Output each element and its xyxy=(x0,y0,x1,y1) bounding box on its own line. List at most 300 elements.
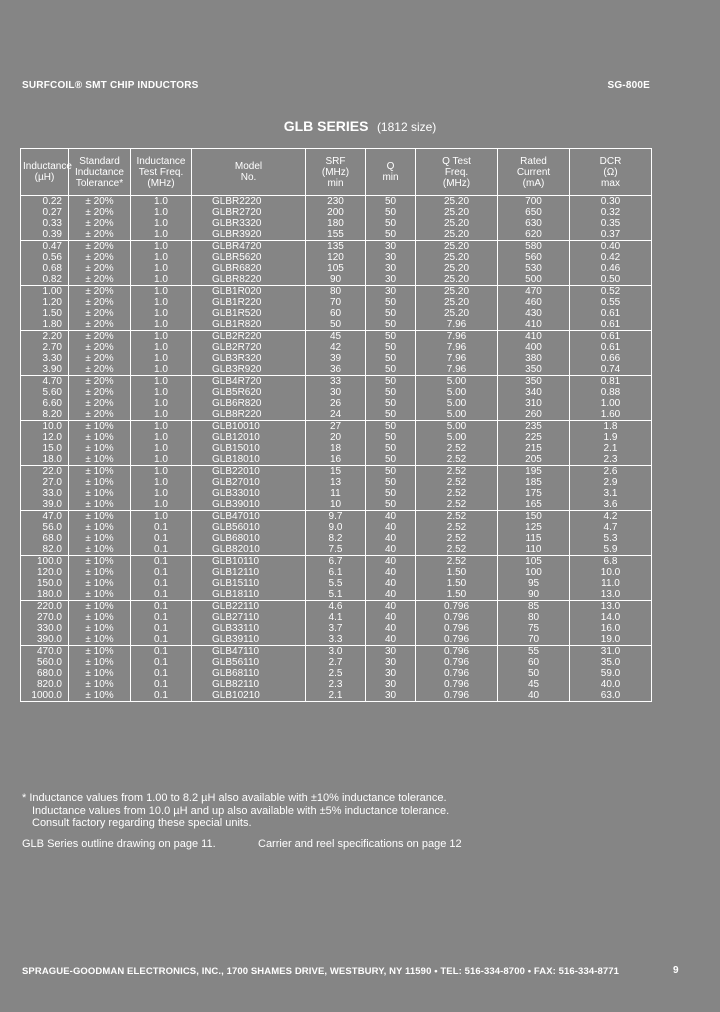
table-cell: 0.1 xyxy=(131,612,192,623)
table-cell: 35.0 xyxy=(570,657,652,668)
table-cell: 350 xyxy=(498,364,570,376)
table-cell: GLB18010 xyxy=(192,454,306,466)
table-cell: ± 10% xyxy=(69,499,131,511)
table-row xyxy=(21,218,652,229)
table-cell: 22.0 xyxy=(21,466,69,478)
table-cell: 45 xyxy=(306,331,366,343)
table-cell: 6.7 xyxy=(306,556,366,568)
table-cell: 1.20 xyxy=(21,297,69,308)
table-cell: 0.1 xyxy=(131,601,192,613)
table-row xyxy=(21,331,652,343)
column-header-line: SRF xyxy=(325,155,346,167)
column-header xyxy=(306,149,366,196)
table-cell: 0.74 xyxy=(570,364,652,376)
column-header-line: (MHz) xyxy=(147,177,175,189)
table-cell: 4.6 xyxy=(306,601,366,613)
column-header xyxy=(131,149,192,196)
column-header-line: max xyxy=(601,177,620,189)
table-cell: 2.3 xyxy=(570,454,652,466)
table-cell: ± 10% xyxy=(69,522,131,533)
table-cell: 50 xyxy=(366,196,416,208)
table-cell: 3.90 xyxy=(21,364,69,376)
table-cell: 33 xyxy=(306,376,366,388)
table-cell: 235 xyxy=(498,421,570,433)
table-cell: 40 xyxy=(366,601,416,613)
table-cell: ± 10% xyxy=(69,432,131,443)
column-header xyxy=(366,149,416,196)
table-cell: 11.0 xyxy=(570,578,652,589)
table-cell: 310 xyxy=(498,398,570,409)
table-cell: GLB12110 xyxy=(192,567,306,578)
column-header-line: Tolerance* xyxy=(75,177,124,189)
table-cell: ± 10% xyxy=(69,623,131,634)
table-cell: 50 xyxy=(498,668,570,679)
table-cell: 50 xyxy=(366,443,416,454)
table-cell: 50 xyxy=(366,421,416,433)
table-row xyxy=(21,274,652,286)
table-row xyxy=(21,657,652,668)
table-cell: 0.33 xyxy=(21,218,69,229)
table-cell: 2.20 xyxy=(21,331,69,343)
table-cell: 2.52 xyxy=(416,466,498,478)
table-cell: ± 20% xyxy=(69,353,131,364)
table-cell: ± 10% xyxy=(69,601,131,613)
table-cell: 50 xyxy=(366,477,416,488)
table-cell: ± 20% xyxy=(69,196,131,208)
table-cell: 3.7 xyxy=(306,623,366,634)
table-row xyxy=(21,690,652,702)
table-cell: 9.7 xyxy=(306,511,366,523)
table-cell: 0.1 xyxy=(131,544,192,556)
table-cell: 5.5 xyxy=(306,578,366,589)
table-cell: 30 xyxy=(366,679,416,690)
table-cell: 25.20 xyxy=(416,263,498,274)
table-cell: 20 xyxy=(306,432,366,443)
table-cell: 60 xyxy=(306,308,366,319)
table-cell: ± 20% xyxy=(69,207,131,218)
table-cell: 1.0 xyxy=(131,409,192,421)
table-cell: 40.0 xyxy=(570,679,652,690)
table-cell: 0.1 xyxy=(131,634,192,646)
table-cell: ± 20% xyxy=(69,308,131,319)
table-cell: ± 20% xyxy=(69,218,131,229)
table-cell: 50 xyxy=(366,466,416,478)
table-cell: 30 xyxy=(366,252,416,263)
table-cell: 3.0 xyxy=(306,646,366,658)
table-cell: 0.37 xyxy=(570,229,652,241)
table-cell: GLB10110 xyxy=(192,556,306,568)
table-cell: 30 xyxy=(366,657,416,668)
table-cell: 25.20 xyxy=(416,308,498,319)
table-cell: 5.00 xyxy=(416,376,498,388)
table-cell: 560 xyxy=(498,252,570,263)
table-cell: 24 xyxy=(306,409,366,421)
table-cell: ± 10% xyxy=(69,690,131,702)
table-cell: ± 10% xyxy=(69,679,131,690)
table-row xyxy=(21,612,652,623)
table-cell: ± 10% xyxy=(69,544,131,556)
table-cell: 0.81 xyxy=(570,376,652,388)
table-cell: 40 xyxy=(366,623,416,634)
table-cell: 9.0 xyxy=(306,522,366,533)
table-cell: GLB56110 xyxy=(192,657,306,668)
table-cell: 42 xyxy=(306,342,366,353)
table-cell: 8.2 xyxy=(306,533,366,544)
table-row xyxy=(21,263,652,274)
table-cell: 3.30 xyxy=(21,353,69,364)
table-cell: 50 xyxy=(366,398,416,409)
table-cell: 50 xyxy=(366,387,416,398)
table-cell: 0.27 xyxy=(21,207,69,218)
column-header-line: Q Test xyxy=(442,155,471,167)
table-cell: 30 xyxy=(366,241,416,253)
column-header xyxy=(192,149,306,196)
column-header xyxy=(416,149,498,196)
table-cell: 105 xyxy=(306,263,366,274)
table-cell: 1.0 xyxy=(131,286,192,298)
table-cell: 3.1 xyxy=(570,488,652,499)
table-cell: 50 xyxy=(366,499,416,511)
table-cell: 1.00 xyxy=(21,286,69,298)
table-cell: 630 xyxy=(498,218,570,229)
series-title xyxy=(0,118,720,136)
table-cell: 36 xyxy=(306,364,366,376)
table-cell: 3.6 xyxy=(570,499,652,511)
table-cell: ± 20% xyxy=(69,274,131,286)
table-cell: 180 xyxy=(306,218,366,229)
column-header-line: min xyxy=(382,172,399,183)
table-cell: 4.7 xyxy=(570,522,652,533)
table-cell: 150.0 xyxy=(21,578,69,589)
table-cell: 0.56 xyxy=(21,252,69,263)
table-cell: 1.00 xyxy=(570,398,652,409)
table-cell: 1.0 xyxy=(131,196,192,208)
table-cell: 580 xyxy=(498,241,570,253)
table-cell: 75 xyxy=(498,623,570,634)
table-cell: ± 10% xyxy=(69,668,131,679)
table-cell: GLBR4720 xyxy=(192,241,306,253)
table-cell: 820.0 xyxy=(21,679,69,690)
table-cell: 80 xyxy=(498,612,570,623)
table-cell: 1000.0 xyxy=(21,690,69,702)
table-cell: GLB8R220 xyxy=(192,409,306,421)
table-cell: 59.0 xyxy=(570,668,652,679)
table-cell: 110 xyxy=(498,544,570,556)
table-cell: GLB22110 xyxy=(192,601,306,613)
table-cell: GLB1R020 xyxy=(192,286,306,298)
table-cell: ± 10% xyxy=(69,421,131,433)
table-cell: 0.66 xyxy=(570,353,652,364)
table-cell: 380 xyxy=(498,353,570,364)
table-cell: ± 20% xyxy=(69,252,131,263)
table-cell: 18.0 xyxy=(21,454,69,466)
table-cell: 1.0 xyxy=(131,488,192,499)
table-cell: 50 xyxy=(366,454,416,466)
table-cell: 6.60 xyxy=(21,398,69,409)
table-cell: 26 xyxy=(306,398,366,409)
table-cell: 0.30 xyxy=(570,196,652,208)
table-cell: ± 10% xyxy=(69,556,131,568)
table-cell: ± 10% xyxy=(69,454,131,466)
table-row xyxy=(21,297,652,308)
table-cell: GLB3R320 xyxy=(192,353,306,364)
table-cell: 6.8 xyxy=(570,556,652,568)
table-cell: 0.1 xyxy=(131,668,192,679)
table-cell: 0.61 xyxy=(570,319,652,331)
table-cell: 2.3 xyxy=(306,679,366,690)
table-cell: 2.70 xyxy=(21,342,69,353)
table-cell: 460 xyxy=(498,297,570,308)
table-cell: 50 xyxy=(366,308,416,319)
table-cell: ± 20% xyxy=(69,331,131,343)
column-header-line: Inductance xyxy=(23,161,72,172)
table-cell: 12.0 xyxy=(21,432,69,443)
table-row xyxy=(21,432,652,443)
table-cell: GLBR2720 xyxy=(192,207,306,218)
table-cell: 40 xyxy=(366,522,416,533)
table-cell: 50 xyxy=(306,319,366,331)
table-cell: 1.0 xyxy=(131,229,192,241)
table-cell: 2.52 xyxy=(416,499,498,511)
table-cell: 1.60 xyxy=(570,409,652,421)
table-cell: 50 xyxy=(366,353,416,364)
page-number: 9 xyxy=(673,965,679,976)
table-cell: 7.96 xyxy=(416,331,498,343)
table-cell: 27.0 xyxy=(21,477,69,488)
column-header-line: No. xyxy=(240,172,257,183)
table-cell: ± 10% xyxy=(69,634,131,646)
table-cell: GLBR6820 xyxy=(192,263,306,274)
table-cell: 90 xyxy=(498,589,570,601)
table-cell: 2.52 xyxy=(416,443,498,454)
table-cell: 1.0 xyxy=(131,263,192,274)
table-cell: 0.47 xyxy=(21,241,69,253)
table-cell: 1.0 xyxy=(131,331,192,343)
table-cell: 2.7 xyxy=(306,657,366,668)
table-cell: GLB10210 xyxy=(192,690,306,702)
table-cell: 135 xyxy=(306,241,366,253)
table-cell: 2.52 xyxy=(416,556,498,568)
table-cell: 0.35 xyxy=(570,218,652,229)
table-row xyxy=(21,488,652,499)
table-cell: 16 xyxy=(306,454,366,466)
table-cell: 55 xyxy=(498,646,570,658)
table-row xyxy=(21,398,652,409)
table-cell: 1.0 xyxy=(131,342,192,353)
outline-drawing-ref: GLB Series outline drawing on page 11. xyxy=(22,838,216,850)
table-cell: 205 xyxy=(498,454,570,466)
carrier-reel-ref: Carrier and reel specifications on page 12 xyxy=(258,838,462,850)
table-cell: 1.0 xyxy=(131,421,192,433)
table-cell: 180.0 xyxy=(21,589,69,601)
table-cell: 1.0 xyxy=(131,353,192,364)
table-cell: 3.3 xyxy=(306,634,366,646)
table-row xyxy=(21,623,652,634)
table-cell: 60 xyxy=(498,657,570,668)
table-cell: ± 20% xyxy=(69,409,131,421)
table-cell: 1.0 xyxy=(131,398,192,409)
table-cell: 0.32 xyxy=(570,207,652,218)
table-cell: ± 10% xyxy=(69,657,131,668)
column-header-line: Rated xyxy=(520,155,547,167)
table-cell: GLBR5620 xyxy=(192,252,306,263)
table-cell: GLB47010 xyxy=(192,511,306,523)
column-header-line: (Ω) xyxy=(603,166,618,178)
table-cell: 2.6 xyxy=(570,466,652,478)
table-cell: 25.20 xyxy=(416,274,498,286)
table-cell: 1.0 xyxy=(131,319,192,331)
table-cell: GLB2R220 xyxy=(192,331,306,343)
table-cell: 18 xyxy=(306,443,366,454)
table-cell: 5.9 xyxy=(570,544,652,556)
table-cell: 0.40 xyxy=(570,241,652,253)
table-cell: 1.0 xyxy=(131,443,192,454)
spec-table-header-row xyxy=(21,149,652,196)
table-cell: 120 xyxy=(306,252,366,263)
table-row xyxy=(21,522,652,533)
series-title-sub: (1812 size) xyxy=(376,120,437,134)
table-cell: 0.796 xyxy=(416,646,498,658)
table-cell: ± 10% xyxy=(69,533,131,544)
table-cell: ± 10% xyxy=(69,443,131,454)
table-row xyxy=(21,477,652,488)
table-cell: 0.1 xyxy=(131,646,192,658)
column-header xyxy=(21,149,72,196)
table-cell: 1.0 xyxy=(131,387,192,398)
table-cell: 2.52 xyxy=(416,544,498,556)
table-cell: GLB3R920 xyxy=(192,364,306,376)
table-cell: 2.5 xyxy=(306,668,366,679)
column-header-line: Q xyxy=(386,161,395,172)
table-cell: GLB56010 xyxy=(192,522,306,533)
table-cell: 2.9 xyxy=(570,477,652,488)
table-cell: 1.0 xyxy=(131,432,192,443)
table-cell: 4.2 xyxy=(570,511,652,523)
table-cell: 25.20 xyxy=(416,297,498,308)
table-row xyxy=(21,229,652,241)
table-cell: 39 xyxy=(306,353,366,364)
table-cell: 50 xyxy=(366,229,416,241)
table-cell: 2.52 xyxy=(416,533,498,544)
table-row xyxy=(21,578,652,589)
table-cell: 11 xyxy=(306,488,366,499)
table-cell: 0.1 xyxy=(131,623,192,634)
table-cell: 50 xyxy=(366,409,416,421)
table-cell: 63.0 xyxy=(570,690,652,702)
table-cell: 125 xyxy=(498,522,570,533)
table-cell: 2.52 xyxy=(416,522,498,533)
page-references xyxy=(22,838,662,850)
table-cell: 115 xyxy=(498,533,570,544)
table-cell: GLB5R620 xyxy=(192,387,306,398)
table-cell: ± 10% xyxy=(69,612,131,623)
table-cell: 700 xyxy=(498,196,570,208)
table-cell: 30 xyxy=(366,286,416,298)
table-cell: 30 xyxy=(366,668,416,679)
table-cell: GLB39110 xyxy=(192,634,306,646)
table-cell: 1.80 xyxy=(21,319,69,331)
table-cell: 0.796 xyxy=(416,657,498,668)
table-cell: 2.1 xyxy=(570,443,652,454)
table-cell: 410 xyxy=(498,319,570,331)
table-cell: 50 xyxy=(366,376,416,388)
table-row xyxy=(21,634,652,646)
table-cell: GLB27010 xyxy=(192,477,306,488)
table-cell: 45 xyxy=(498,679,570,690)
table-cell: GLB27110 xyxy=(192,612,306,623)
table-cell: 25.20 xyxy=(416,241,498,253)
table-cell: 7.96 xyxy=(416,342,498,353)
table-cell: 175 xyxy=(498,488,570,499)
table-cell: GLBR3320 xyxy=(192,218,306,229)
table-cell: GLB1R520 xyxy=(192,308,306,319)
table-cell: 390.0 xyxy=(21,634,69,646)
table-cell: 13 xyxy=(306,477,366,488)
table-cell: 100.0 xyxy=(21,556,69,568)
table-cell: GLBR3920 xyxy=(192,229,306,241)
column-header-line: Standard xyxy=(79,155,120,167)
table-cell: 0.1 xyxy=(131,522,192,533)
table-cell: GLBR8220 xyxy=(192,274,306,286)
table-cell: 2.52 xyxy=(416,488,498,499)
table-cell: 330.0 xyxy=(21,623,69,634)
table-cell: 1.9 xyxy=(570,432,652,443)
table-cell: 1.50 xyxy=(416,589,498,601)
table-cell: 7.5 xyxy=(306,544,366,556)
table-cell: 15.0 xyxy=(21,443,69,454)
table-cell: GLB22010 xyxy=(192,466,306,478)
column-header-line: (mA) xyxy=(522,177,545,189)
column-header-line: Current xyxy=(516,166,551,178)
table-cell: ± 20% xyxy=(69,319,131,331)
table-cell: 40 xyxy=(366,612,416,623)
table-cell: 400 xyxy=(498,342,570,353)
spec-table xyxy=(20,148,652,702)
table-cell: 270.0 xyxy=(21,612,69,623)
table-cell: GLB4R720 xyxy=(192,376,306,388)
table-cell: 50 xyxy=(366,342,416,353)
footnote-1: * Inductance values from 1.00 to 8.2 µH also available with ±10% inductance tolerance. xyxy=(22,792,447,804)
table-cell: 0.796 xyxy=(416,623,498,634)
table-cell: 25.20 xyxy=(416,218,498,229)
table-row xyxy=(21,421,652,433)
table-cell: 4.1 xyxy=(306,612,366,623)
table-cell: 6.1 xyxy=(306,567,366,578)
table-cell: 50 xyxy=(366,488,416,499)
table-cell: 30 xyxy=(306,387,366,398)
table-cell: 2.52 xyxy=(416,477,498,488)
table-cell: 1.0 xyxy=(131,218,192,229)
table-cell: 68.0 xyxy=(21,533,69,544)
table-cell: 39.0 xyxy=(21,499,69,511)
table-cell: 1.0 xyxy=(131,499,192,511)
table-cell: 25.20 xyxy=(416,252,498,263)
table-cell: 30 xyxy=(366,263,416,274)
table-cell: GLB68110 xyxy=(192,668,306,679)
column-header xyxy=(498,149,570,196)
table-cell: 82.0 xyxy=(21,544,69,556)
table-row xyxy=(21,319,652,331)
table-cell: GLB15110 xyxy=(192,578,306,589)
table-cell: 0.1 xyxy=(131,533,192,544)
table-cell: 2.52 xyxy=(416,454,498,466)
table-row xyxy=(21,533,652,544)
table-cell: 47.0 xyxy=(21,511,69,523)
table-row xyxy=(21,544,652,556)
table-cell: 7.96 xyxy=(416,364,498,376)
table-cell: 650 xyxy=(498,207,570,218)
table-cell: 430 xyxy=(498,308,570,319)
